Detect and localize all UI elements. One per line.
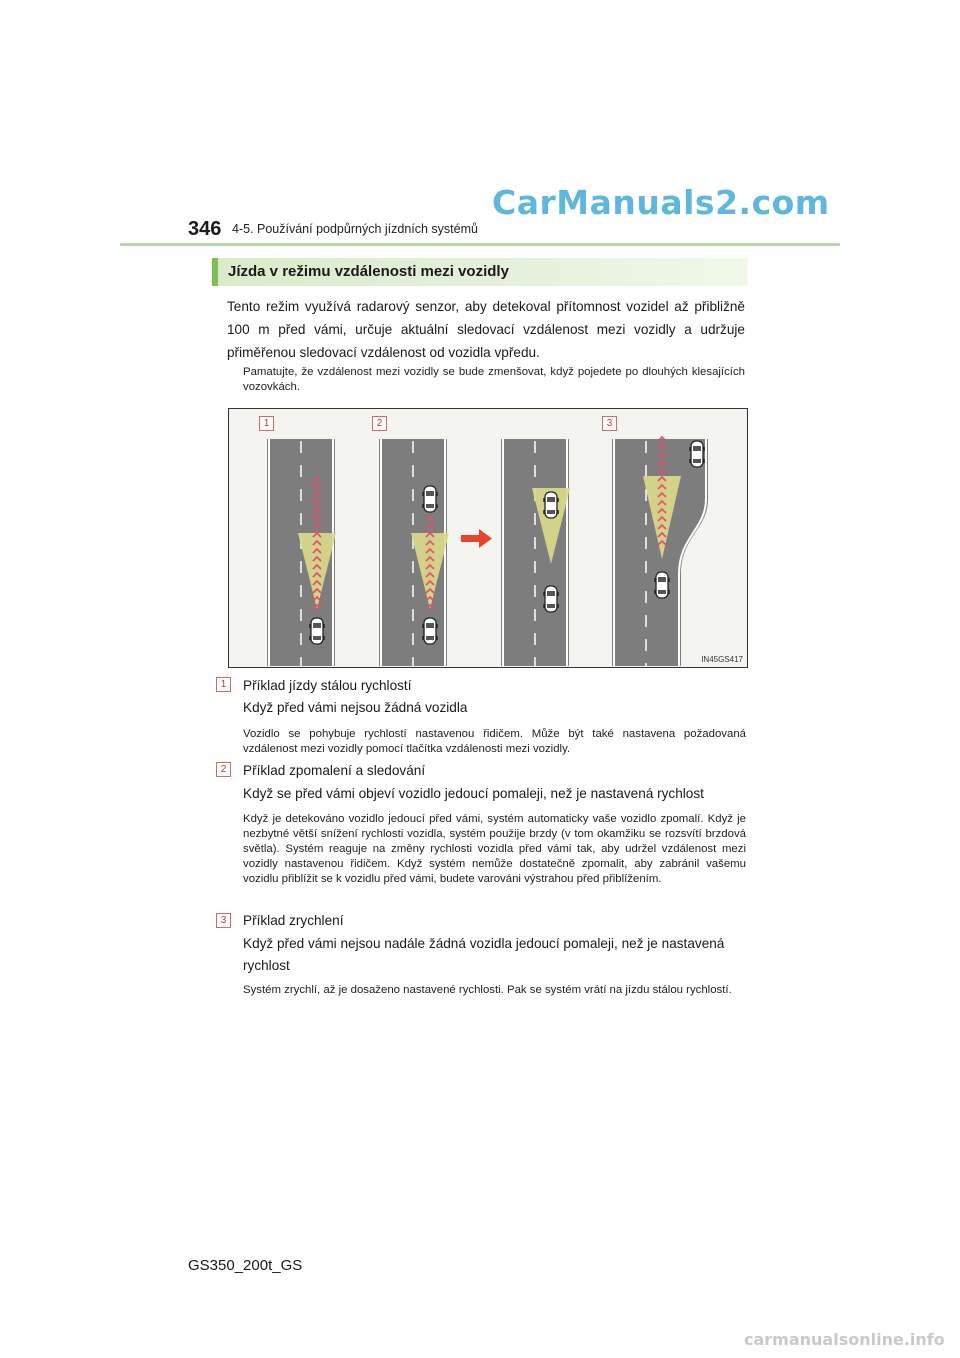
item-1-subtitle: Když před vámi nejsou žádná vozidla [243,700,468,715]
own-car-1 [310,618,324,644]
figure-marker-2: 2 [372,416,387,431]
own-car-2 [423,618,437,644]
item-1-title: Příklad jízdy stálou rychlostí [243,678,412,693]
figure-code: IN45GS417 [701,655,743,664]
road-1 [267,439,336,666]
figure-marker-3: 3 [602,416,617,431]
carmanuals-watermark: CarManuals2.com [492,183,830,222]
header-rule [120,243,840,246]
item-3-title: Příklad zrychlení [243,913,344,928]
road-3 [501,439,570,666]
item-3-text: Systém zrychlí, až je dosaženo nastavené rychlosti. Pak se systém vrátí na jízdu stálou rychlostí. [243,984,732,996]
lead-car-2 [423,486,437,512]
item-2-text: Když je detekováno vozidlo jedoucí před vámi, systém automaticky vaše vozidlo zpomalí. Když je nezbytné větší snížení rychlosti vozidla, systém použije brzdy (v tom okamžiku se rozsvítí brzdová světla). Systém reaguje na změny rychlosti vozidla před vámi tak, aby udržel vzdálenost mezi vozidly nastavenou řidičem. Když systém nemůže dostatečně zpomalit, aby zabránil vašemu vozidlu přiblížit se k vozidlu před vámi, budete varováni výstrahou před přiblížením. [243,813,746,885]
item-1-text: Vozidlo se pohybuje rychlostí nastavenou řidičem. Může být také nastavena požadovaná vzdálenost mezi vozidly pomocí tlačítka vzdálenosti mezi vozidly. [243,728,746,755]
section-header [212,258,748,286]
item-marker-3: 3 [216,913,231,928]
figure-marker-1: 1 [259,416,274,431]
road-2 [379,439,449,666]
chapter-title: 4-5. Používání podpůrných jízdních systémů [232,222,478,236]
merged-car-4 [690,441,704,467]
road-4 [612,437,708,666]
item-2-subtitle: Když se před vámi objeví vozidlo jedoucí pomaleji, než je nastavená rychlost [243,786,704,801]
item-3-subtitle: Když před vámi nejsou nadále žádná vozidla jedoucí pomaleji, než je nastavená rychlost [243,936,725,973]
item-marker-1: 1 [216,677,231,692]
section-title: Jízda v režimu vzdálenosti mezi vozidly [228,263,509,280]
item-marker-2: 2 [216,762,231,777]
section-accent [212,258,218,286]
page-number: 346 [188,218,222,240]
model-footer: GS350_200t_GS [188,1257,303,1274]
following-car-3 [544,586,558,612]
carmanualsonline-watermark: carmanualsonline.info [744,1330,945,1349]
radar-diagram-svg [229,409,746,666]
transition-arrow [461,529,492,548]
note-paragraph: Pamatujte, že vzdálenost mezi vozidly se bude zmenšovat, když pojedete po dlouhých klesajících vozovkách. [243,366,745,393]
own-car-4 [655,572,669,598]
item-2-title: Příklad zpomalení a sledování [243,763,426,778]
intro-paragraph: Tento režim využívá radarový senzor, aby detekoval přítomnost vozidel až přibližně 100 m před vámi, určuje aktuální sledovací vzdálenost mezi vozidly a udržuje přiměřenou sledovací vzdálenost od vozidla vpředu. [227,299,745,360]
radar-diagram [228,408,748,668]
own-car-3 [544,492,558,518]
